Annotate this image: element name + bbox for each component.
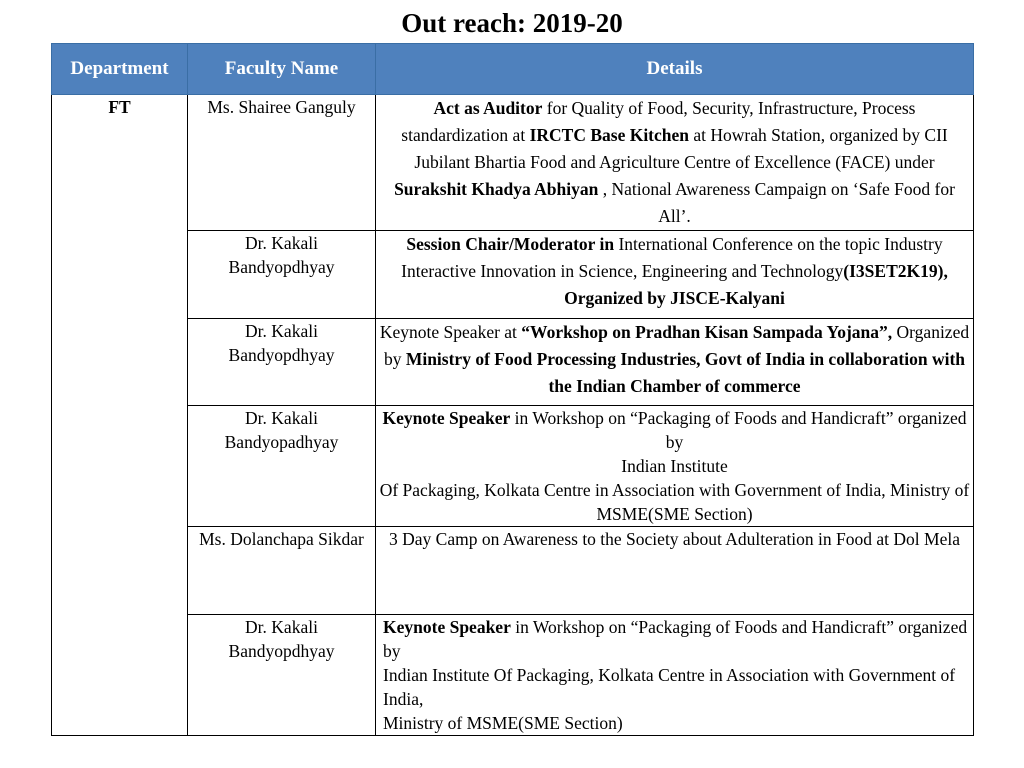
details-cell: Session Chair/Moderator in International Conference on the topic Industry Interactive Innovation in Science, Engineering and Technology(I3SET2K19), Organized by JISCE-Kalyani	[376, 231, 974, 319]
details-cell: Keynote Speaker at “Workshop on Pradhan Kisan Sampada Yojana”, Organized by Ministry of Food Processing Industries, Govt of India in collaboration with the Indian Chamber of commerce	[376, 319, 974, 406]
details-cell: Act as Auditor for Quality of Food, Security, Infrastructure, Process standardization at IRCTC Base Kitchen at Howrah Station, organized by CII Jubilant Bhartia Food and Agriculture Centre of Excellence (FACE) under Surakshit Khadya Abhiyan , National Awareness Campaign on ‘Safe Food for All’.	[376, 95, 974, 231]
page-title: Out reach: 2019-20	[401, 8, 623, 38]
faculty-cell: Dr. Kakali Bandyopdhyay	[188, 231, 376, 319]
table-row	[52, 615, 974, 736]
table-row	[52, 406, 974, 527]
bold-text: Session Chair/Moderator in	[406, 234, 615, 254]
table-header-row	[52, 44, 974, 95]
table-row	[52, 231, 974, 319]
header-faculty-name: Faculty Name	[188, 44, 376, 95]
table-row	[52, 95, 974, 231]
department-cell: FT	[52, 95, 188, 736]
table-row	[52, 319, 974, 406]
faculty-cell: Ms. Shairee Ganguly	[188, 95, 376, 231]
header-details: Details	[376, 44, 974, 95]
bold-text: Keynote Speaker	[383, 617, 511, 637]
details-cell: Keynote Speaker in Workshop on “Packaging of Foods and Handicraft” organized by Indian Institute Of Packaging, Kolkata Centre in Association with Government of India, Ministry of MSME(SME Section)	[376, 406, 974, 527]
faculty-cell: Dr. Kakali Bandyopadhyay	[188, 406, 376, 527]
faculty-cell: Dr. Kakali Bandyopdhyay	[188, 615, 376, 736]
bold-text: Ministry of Food Processing Industries, Govt of India in collaboration with the Indian Chamber of commerce	[405, 349, 966, 396]
bold-text: Act as Auditor	[433, 98, 543, 118]
details-cell: 3 Day Camp on Awareness to the Society about Adulteration in Food at Dol Mela	[376, 527, 974, 615]
faculty-cell: Dr. Kakali Bandyopdhyay	[188, 319, 376, 406]
bold-text: Keynote Speaker	[382, 408, 511, 428]
header-department: Department	[52, 44, 188, 95]
bold-text: Surakshit Khadya Abhiyan	[394, 179, 599, 199]
bold-text: “Workshop on Pradhan Kisan Sampada Yojana”,	[521, 322, 893, 342]
faculty-cell: Ms. Dolanchapa Sikdar	[188, 527, 376, 615]
bold-text: (I3SET2K19), Organized by JISCE-Kalyani	[564, 261, 948, 308]
bold-text: IRCTC Base Kitchen	[529, 125, 690, 145]
outreach-table	[51, 43, 974, 736]
table-row	[52, 527, 974, 615]
details-cell: Keynote Speaker in Workshop on “Packaging of Foods and Handicraft” organized by Indian Institute Of Packaging, Kolkata Centre in Association with Government of India, Ministry of MSME(SME Section)	[376, 615, 974, 736]
